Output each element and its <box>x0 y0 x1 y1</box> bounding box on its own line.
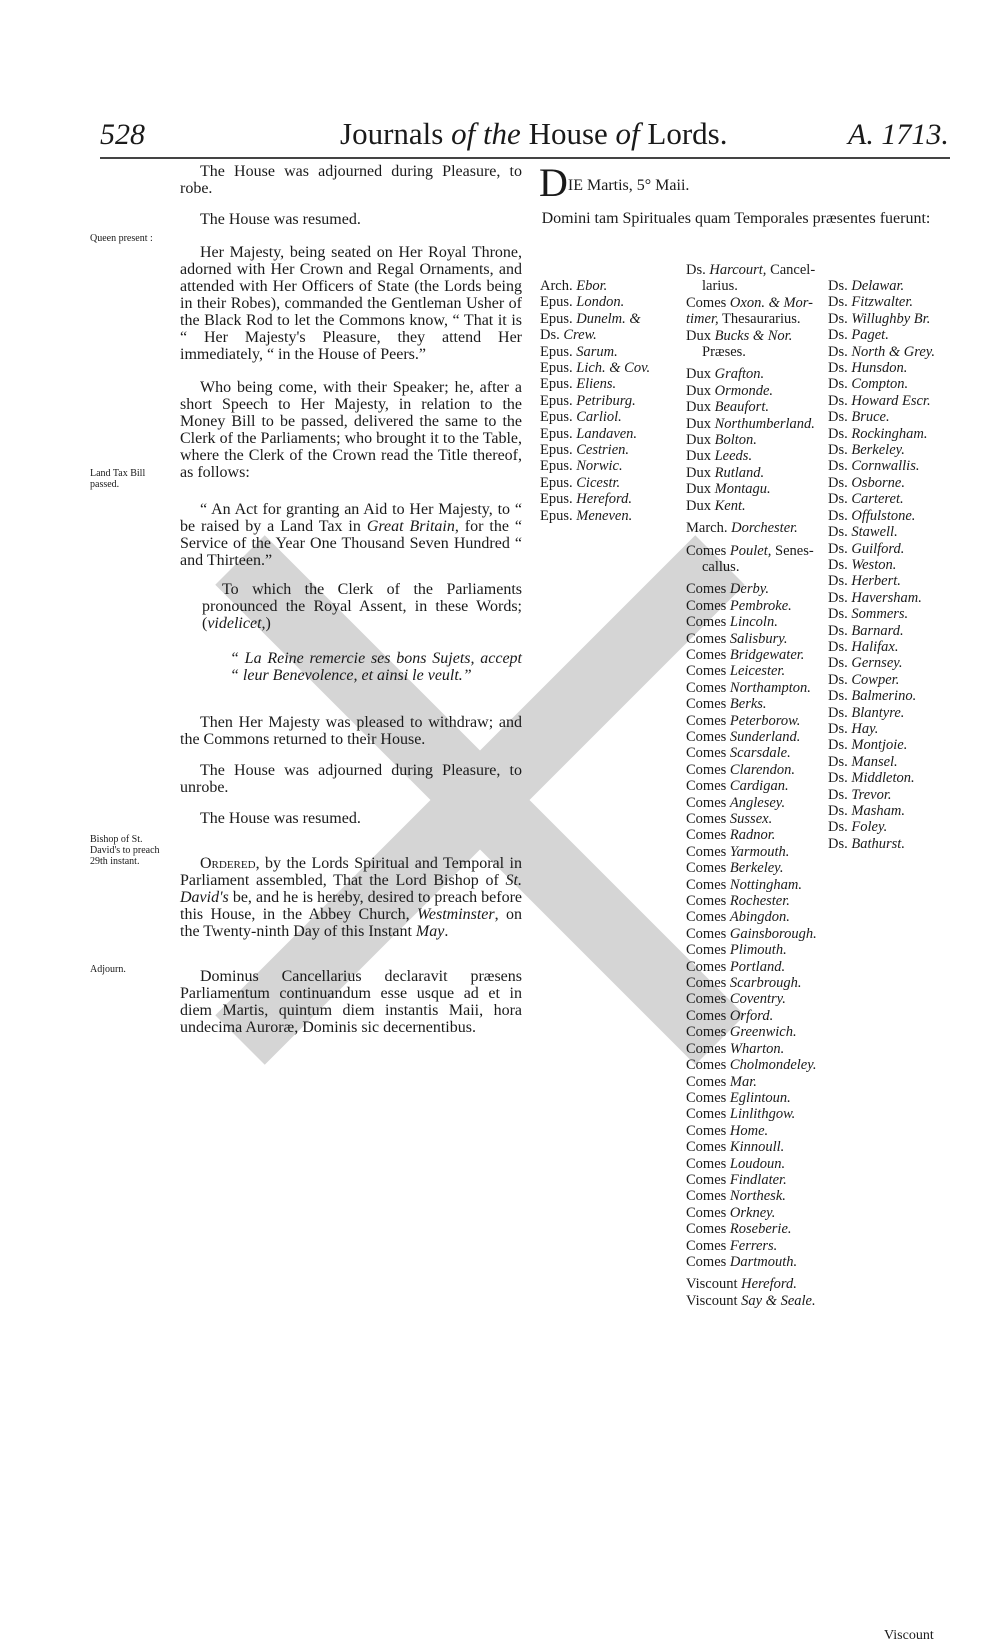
peer-entry: Ds. Fitzwalter. <box>828 294 914 311</box>
peer-entry: Epus. Hereford. <box>540 491 632 508</box>
peer-entry: Præses. <box>702 344 746 361</box>
peer-entry: Dux Montagu. <box>686 481 771 498</box>
peer-entry: Comes Northampton. <box>686 679 811 696</box>
peer-entry: Dux Bolton. <box>686 432 757 449</box>
paragraph-resumed: The House was resumed. <box>200 211 361 228</box>
peer-entry: Ds. Herbert. <box>828 573 901 590</box>
peer-entry: Dux Ormonde. <box>686 382 774 399</box>
peer-entry: Comes Ferrers. <box>686 1237 778 1254</box>
peer-entry: Comes Orkney. <box>686 1204 776 1221</box>
peer-entry: Comes Scarsdale. <box>686 745 791 762</box>
left-column <box>180 163 522 1046</box>
peer-entry: Ds. Guilford. <box>828 540 905 557</box>
peer-entry: Comes Nottingham. <box>686 876 803 893</box>
peer-entry: timer, Thesaurarius. <box>686 311 801 328</box>
peer-entry: Arch. Ebor. <box>540 278 608 294</box>
peer-entry: Epus. Cicestr. <box>540 474 621 491</box>
peer-entry: Comes Poulet, Senes- <box>686 542 814 559</box>
peer-entry: Comes Radnor. <box>686 827 776 844</box>
paragraph-ordered: Ordered, by the Lords Spiritual and Temporal in Parliament assembled, That the Lord Bishop of St. David's be, and he is hereby, desired to preach before this House, in the Abbey Church, Westminster, on the Twenty-ninth Day of this Instant May. <box>180 855 522 940</box>
peer-entry: Dux Bucks & Nor. <box>686 327 793 344</box>
peer-entry: Epus. Norwic. <box>540 458 623 475</box>
peer-entry: Comes Roseberie. <box>686 1221 792 1238</box>
peer-entry: Viscount Hereford. <box>686 1276 797 1293</box>
peer-entry: Ds. North & Grey. <box>828 343 936 360</box>
paragraph-unrobe: The House was adjourned during Pleasure, to unrobe. <box>180 762 522 796</box>
peer-entry: Ds. Crew. <box>540 327 597 344</box>
peer-entry: Dux Leeds. <box>686 448 753 465</box>
peer-entry: Ds. Blantyre. <box>828 704 905 721</box>
paragraph-resumed-2: The House was resumed. <box>200 810 361 827</box>
peer-entry: Ds. Montjoie. <box>828 737 908 754</box>
peer-entry: Viscount Say & Seale. <box>686 1292 816 1309</box>
peer-entry: Ds. Mansel. <box>828 753 898 770</box>
peer-entry: Dux Grafton. <box>686 366 765 383</box>
peer-entry: Ds. Osborne. <box>828 474 905 491</box>
peer-entry: Ds. Middleton. <box>828 770 915 787</box>
peer-entry: Epus. Petriburg. <box>540 392 636 409</box>
date-heading: DIE Martis, 5° Maii. <box>539 160 690 205</box>
peer-entry: Comes Home. <box>686 1122 769 1139</box>
peer-entry: Ds. Delawar. <box>828 278 905 294</box>
peer-entry: Comes Linlithgow. <box>686 1106 796 1123</box>
paragraph-royal-assent: To which the Clerk of the Parliaments pronounced the Royal Assent, in these Words; (videlicet,) <box>202 581 522 632</box>
catchword: Viscount <box>884 1628 934 1643</box>
peer-entry: Comes Cholmondeley. <box>686 1057 817 1074</box>
peer-entry: Comes Yarmouth. <box>686 843 790 860</box>
peer-entry: Comes Bridgewater. <box>686 646 805 663</box>
peer-entry: Ds. Offulstone. <box>828 507 916 524</box>
peer-entry: Comes Findlater. <box>686 1171 787 1188</box>
peer-entry: Ds. Rockingham. <box>828 425 928 442</box>
paragraph-robe: The House was adjourned during Pleasure, to robe. <box>180 163 522 197</box>
peer-entry: Ds. Sommers. <box>828 606 909 623</box>
peer-entry: Comes Rochester. <box>686 893 790 910</box>
peer-entry: Comes Sussex. <box>686 811 773 827</box>
peer-entry: Dux Rutland. <box>686 464 765 481</box>
peer-entry: Comes Sunderland. <box>686 728 801 745</box>
peer-entry: Ds. Bathurst. <box>828 835 905 852</box>
peer-entry: Epus. Dunelm. & <box>540 310 641 327</box>
peer-entry: Epus. London. <box>540 294 625 311</box>
peer-entry: Comes Gainsborough. <box>686 925 817 942</box>
margin-note-queen-present: Queen present : <box>90 233 153 244</box>
paragraph-adjourn: Dominus Cancellarius declaravit præsens Parliamentum continuandum esse usque ad et in diem Martis, quintum diem instantis Maii, hora undecima Auroræ, Dominis sic decernentibus. <box>180 968 522 1036</box>
peer-entry: Comes Lincoln. <box>686 614 778 631</box>
peer-entry: Comes Oxon. & Mor- <box>686 294 813 311</box>
peer-entry: Comes Leicester. <box>686 663 786 680</box>
peer-entry: Ds. Barnard. <box>828 622 904 639</box>
peer-entry: Dux Beaufort. <box>686 399 769 416</box>
peer-entry: callus. <box>702 558 740 575</box>
peer-entry: Ds. Compton. <box>828 376 909 393</box>
peer-entry: Comes Eglintoun. <box>686 1089 791 1106</box>
peer-entry: Dux Kent. <box>686 497 746 514</box>
peer-entry: Comes Derby. <box>686 581 769 598</box>
peer-entry: March. Dorchester. <box>686 520 798 537</box>
running-title: Journals of the House of Lords. <box>340 116 728 151</box>
margin-note-land-tax: Land Tax Bill passed. <box>90 468 146 490</box>
peer-entry: Comes Portland. <box>686 958 786 975</box>
peer-entry: Ds. Carteret. <box>828 491 904 508</box>
attendance-column-temporal <box>686 262 836 1309</box>
peer-entry: Comes Northesk. <box>686 1188 786 1205</box>
header-rule <box>100 157 950 159</box>
peer-entry: Ds. Weston. <box>828 556 897 573</box>
peer-entry: Comes Dartmouth. <box>686 1253 798 1270</box>
peer-entry: Comes Coventry. <box>686 991 786 1008</box>
peer-entry: Ds. Harcourt, Cancel- <box>686 262 816 278</box>
page-number: 528 <box>100 118 145 151</box>
peer-entry: Ds. Cornwallis. <box>828 458 920 475</box>
paragraph-act-title: “ An Act for granting an Aid to Her Majesty, to “ be raised by a Land Tax in Great Britain, for the “ Service of the Year One Thousand Seven Hundred “ and Thirteen.” <box>180 501 523 569</box>
peer-entry: Epus. Meneven. <box>540 507 633 524</box>
peer-entry: Comes Peterborow. <box>686 712 801 729</box>
peer-entry: Ds. Howard Escr. <box>828 392 931 409</box>
peer-entry: Ds. Berkeley. <box>828 442 905 459</box>
peer-entry: Epus. Lich. & Cov. <box>540 360 651 377</box>
peer-entry: Ds. Bruce. <box>828 409 890 426</box>
peer-entry: Comes Kinnoull. <box>686 1139 785 1156</box>
peer-entry: Ds. Masham. <box>828 803 905 819</box>
peer-entry: Comes Cardigan. <box>686 778 789 795</box>
margin-note-adjourn: Adjourn. <box>90 964 126 975</box>
peer-entry: Comes Berkeley. <box>686 860 784 877</box>
paragraph-her-majesty: Her Majesty, being seated on Her Royal Throne, adorned with Her Crown and Regal Ornaments, and attended with Her Officers of State (the Lords being in their Robes), commanded the Gentleman Usher of the Black Rod to let the Commons know, “ That it is “ Her Majesty's Pleasure, they attend Her immediately, “ in the House of Peers.” <box>180 244 522 363</box>
peer-entry: Ds. Balmerino. <box>828 688 917 705</box>
peer-entry: Comes Abingdon. <box>686 909 790 926</box>
margin-note-bishop: Bishop of St. David's to preach 29th instant. <box>90 834 160 867</box>
attendance-heading: Domini tam Spirituales quam Temporales præsentes fuerunt: <box>541 210 931 227</box>
attendance-column-spiritual <box>540 278 650 524</box>
peer-entry: Ds. Paget. <box>828 327 889 344</box>
peer-entry: Comes Clarendon. <box>686 761 796 778</box>
peer-entry: Ds. Foley. <box>828 819 888 836</box>
peer-entry: Ds. Halifax. <box>828 638 899 655</box>
peer-entry: Ds. Hunsdon. <box>828 360 908 377</box>
peer-entry: Comes Mar. <box>686 1073 757 1090</box>
peer-entry: Epus. Carliol. <box>540 409 622 426</box>
peer-entry: Comes Salisbury. <box>686 630 788 647</box>
peer-entry: Epus. Sarum. <box>540 343 618 360</box>
peer-entry: Dux Northumberland. <box>686 415 815 432</box>
peer-entry: Ds. Gernsey. <box>828 655 903 672</box>
peer-entry: Comes Berks. <box>686 696 767 713</box>
peer-entry: Ds. Willughby Br. <box>828 310 931 327</box>
peer-entry: Comes Wharton. <box>686 1040 785 1057</box>
peer-entry: Comes Pembroke. <box>686 597 792 614</box>
peer-entry: larius. <box>702 278 738 295</box>
peer-entry: Epus. Cestrien. <box>540 442 630 459</box>
peer-entry: Ds. Haversham. <box>828 589 922 606</box>
peer-entry: Comes Plimouth. <box>686 942 787 959</box>
peer-entry: Comes Anglesey. <box>686 794 786 811</box>
year: A. 1713. <box>848 118 949 151</box>
paragraph-withdraw: Then Her Majesty was pleased to withdraw; and the Commons returned to their House. <box>180 714 522 748</box>
peer-entry: Ds. Stawell. <box>828 524 898 541</box>
attendance-column-barons <box>828 278 935 852</box>
peer-entry: Ds. Trevor. <box>828 786 892 803</box>
peer-entry: Comes Orford. <box>686 1007 774 1024</box>
peer-entry: Epus. Eliens. <box>540 376 617 393</box>
peer-entry: Ds. Hay. <box>828 720 879 737</box>
peer-entry: Comes Loudoun. <box>686 1155 786 1172</box>
peer-entry: Comes Scarbrough. <box>686 975 802 992</box>
peer-entry: Ds. Cowper. <box>828 671 900 688</box>
paragraph-who-being-come: Who being come, with their Speaker; he, after a short Speech to Her Majesty, in relation to the Money Bill to be passed, delivered the same to the Clerk of the Parliaments; who brought it to the Table, where the Clerk of the Crown read the Title thereof, as follows: <box>180 379 522 481</box>
peer-entry: Epus. Landaven. <box>540 425 638 442</box>
paragraph-la-reine: “ La Reine remercie ses bons Sujets, accept “ leur Benevolence, et ainsi le veult.” <box>230 650 522 684</box>
peer-entry: Comes Greenwich. <box>686 1024 797 1041</box>
